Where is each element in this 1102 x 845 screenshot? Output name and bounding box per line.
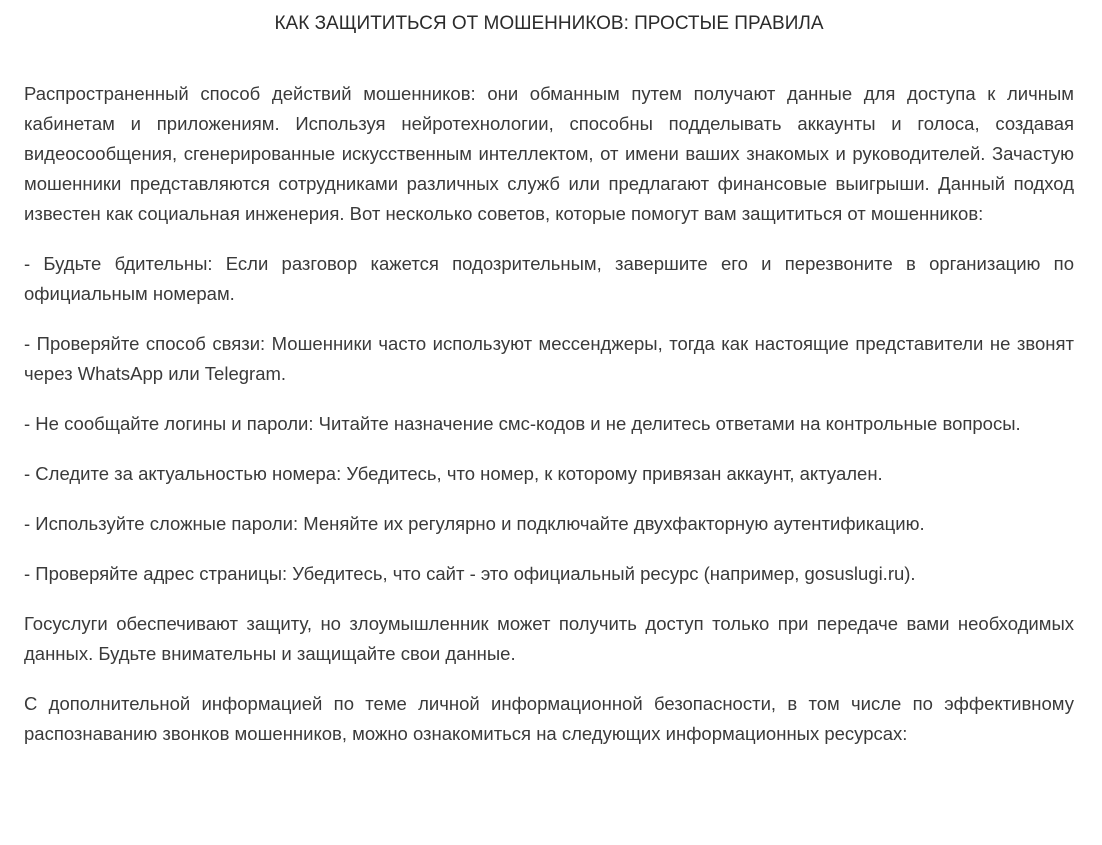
tip-be-vigilant: - Будьте бдительны: Если разговор кажется подозрительным, завершите его и перезвоните в организацию по официальным номерам. — [24, 253, 1074, 304]
tip-strong-passwords: - Используйте сложные пароли: Меняйте их регулярно и подключайте двухфакторную аутентификацию. — [24, 513, 925, 534]
article-title: КАК ЗАЩИТИТЬСЯ ОТ МОШЕННИКОВ: ПРОСТЫЕ ПРАВИЛА — [274, 13, 824, 34]
tip-phone-number-current: - Следите за актуальностью номера: Убедитесь, что номер, к которому привязан аккаунт, актуален. — [24, 463, 883, 484]
outro-paragraph-resources: С дополнительной информацией по теме личной информационной безопасности, в том числе по эффективному распознаванию звонков мошенников, можно ознакомиться на следующих информационных ресурсах: — [24, 693, 1074, 744]
intro-paragraph: Распространенный способ действий мошенников: они обманным путем получают данные для доступа к личным кабинетам и приложениям. Используя нейротехнологии, способны подделывать аккаунты и голоса, создавая видеосообщения, сгенерированные искусственным интеллектом, от имени ваших знакомых и руководителей. Зачастую мошенники представляются сотрудниками различных служб или предлагают финансовые выигрыши. Данный подход известен как социальная инженерия. Вот несколько советов, которые помогут вам защититься от мошенников: — [24, 83, 1074, 224]
outro-paragraph-protection: Госуслуги обеспечивают защиту, но злоумышленник может получить доступ только при передаче вами необходимых данных. Будьте внимательны и защищайте свои данные. — [24, 613, 1074, 664]
tip-dont-share-logins: - Не сообщайте логины и пароли: Читайте назначение смс-кодов и не делитесь ответами на контрольные вопросы. — [24, 413, 1021, 434]
tip-check-page-address: - Проверяйте адрес страницы: Убедитесь, что сайт - это официальный ресурс (например, gosuslugi.ru). — [24, 563, 916, 584]
tip-check-contact-method: - Проверяйте способ связи: Мошенники часто используют мессенджеры, тогда как настоящие представители не звонят через WhatsApp или Telegram. — [24, 333, 1074, 384]
